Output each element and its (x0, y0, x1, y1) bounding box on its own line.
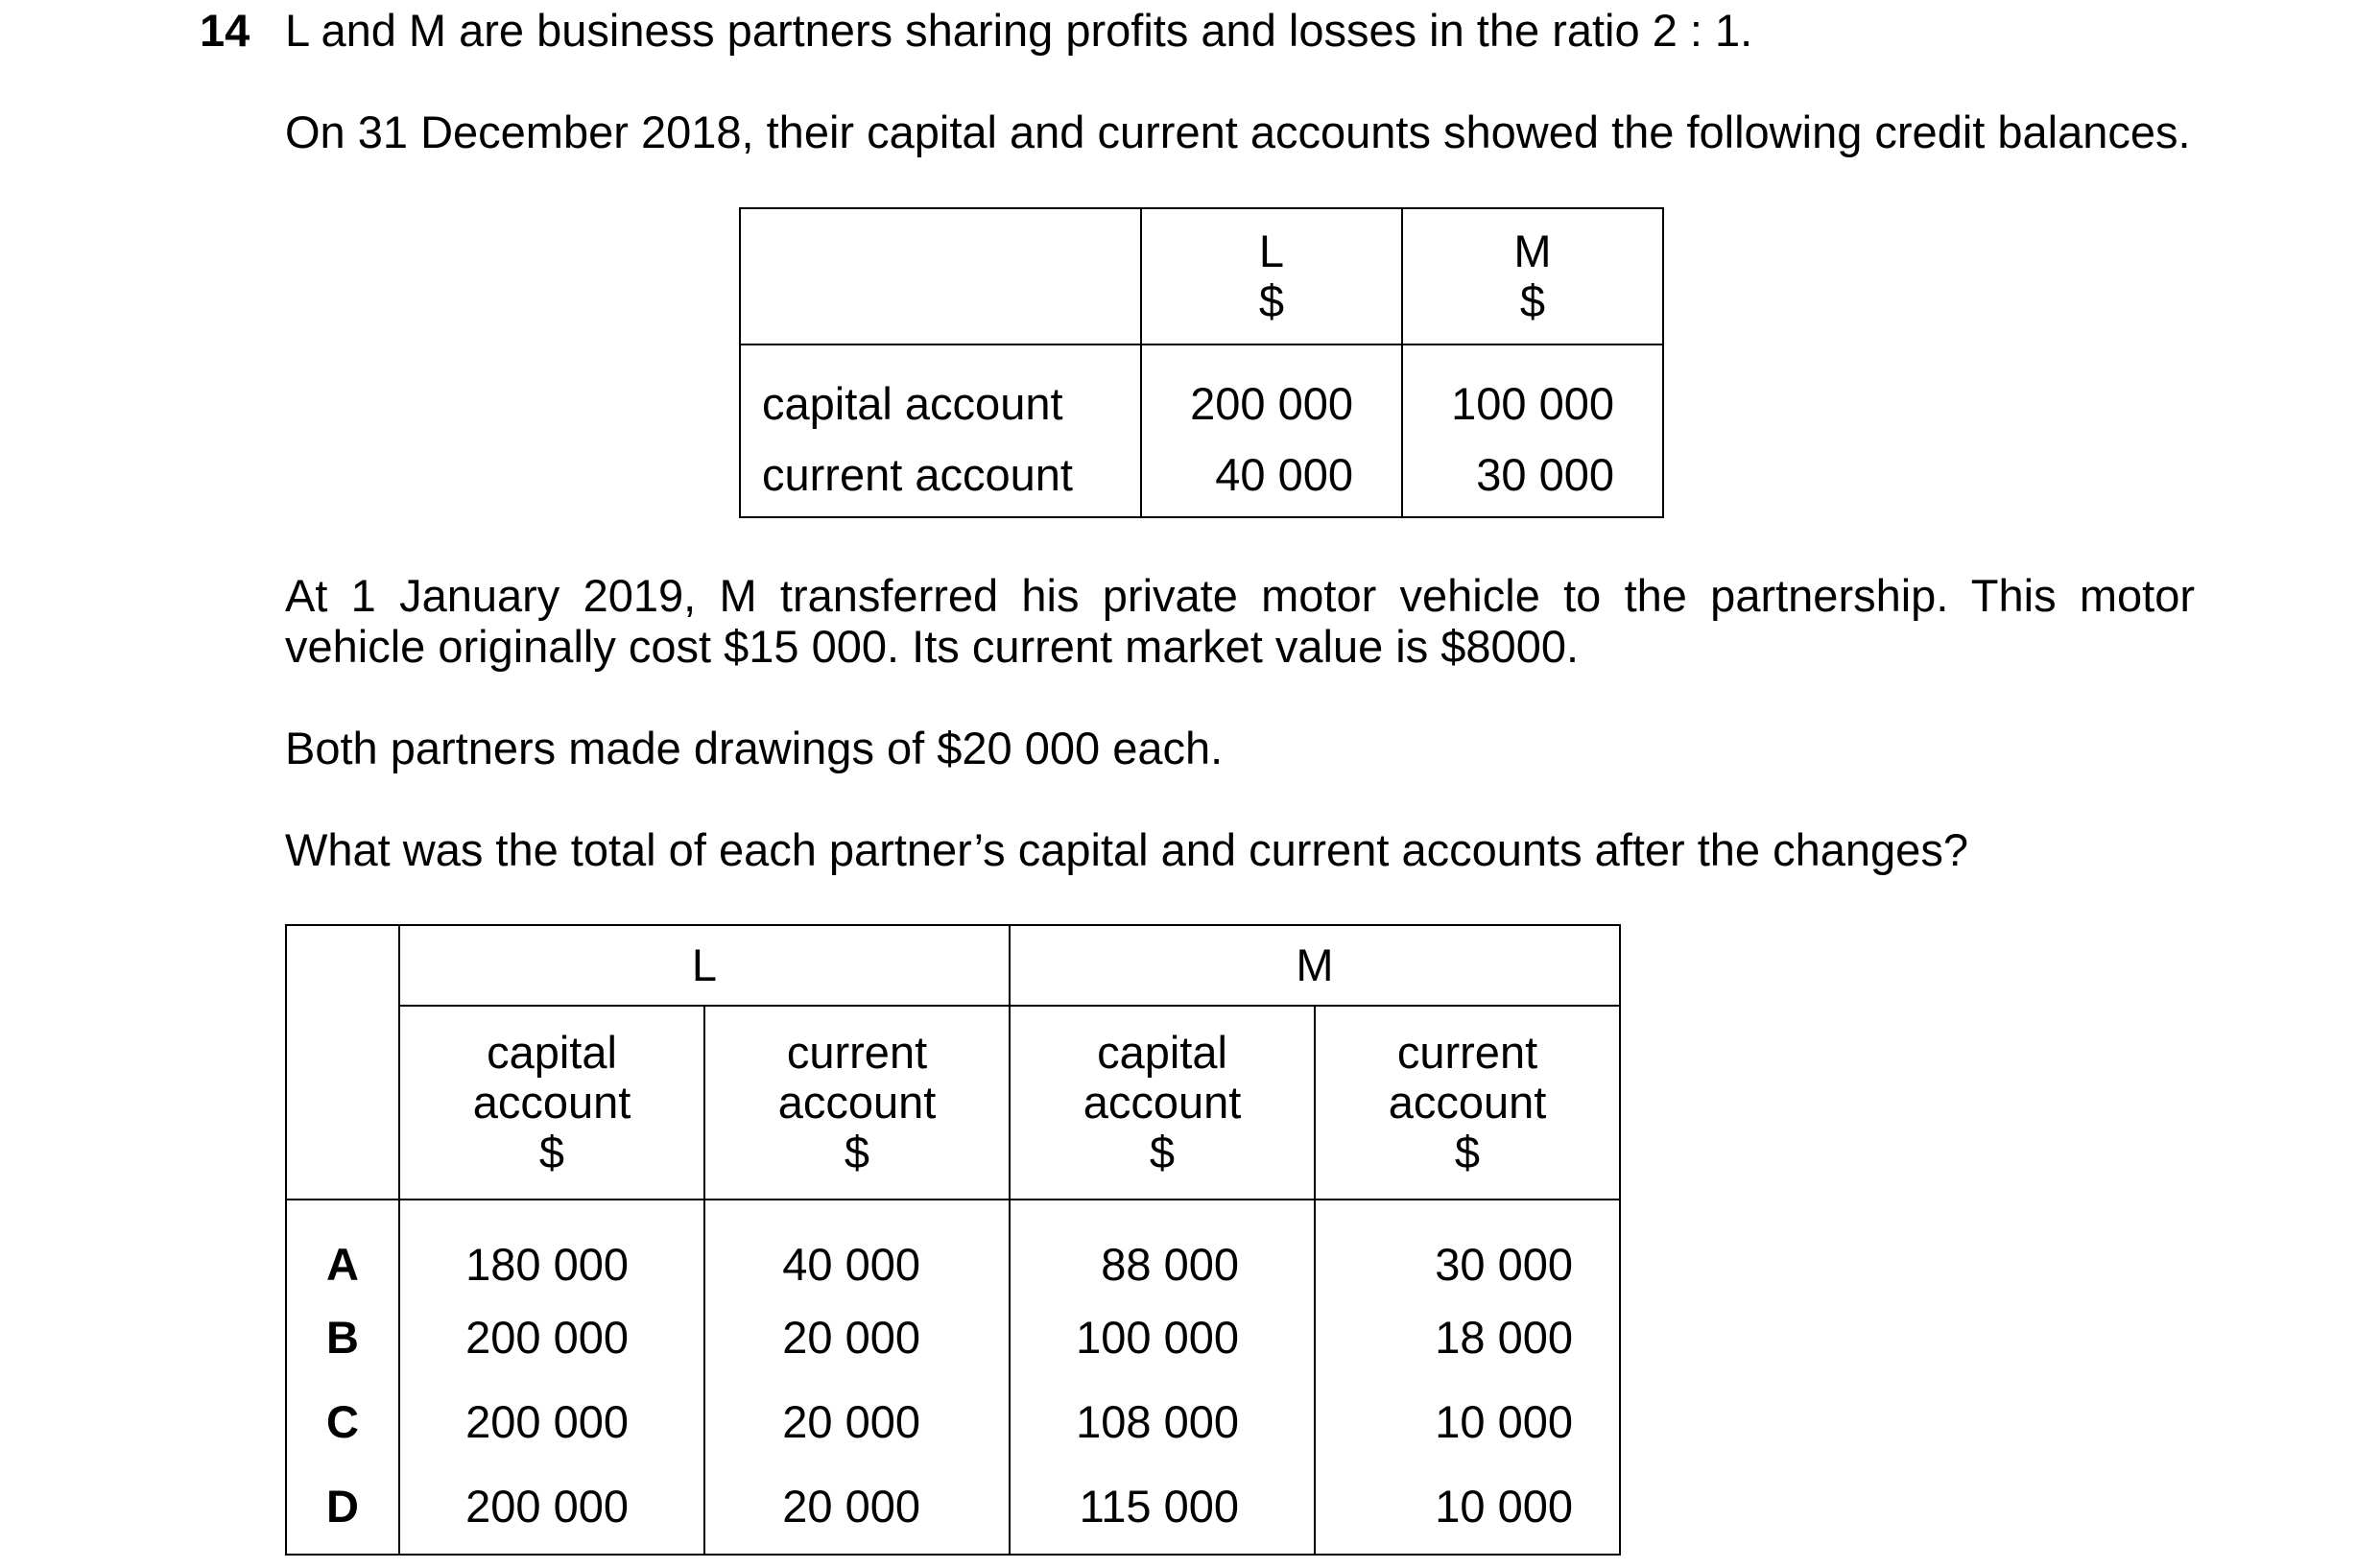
option-letter: D (286, 1464, 399, 1555)
option-letter: A (286, 1200, 399, 1295)
header-unit: $ (1454, 1127, 1481, 1177)
balances-header-l (1141, 208, 1402, 344)
options-header-blank (286, 925, 399, 1200)
balances-header-m (1402, 208, 1663, 344)
option-letter: C (286, 1380, 399, 1464)
option-value: 108 000 (1010, 1380, 1315, 1464)
transfer-paragraph: At 1 January 2019, M transferred his private motor vehicle to the partnership. This motor vehicle originally cost $15 000. Its current market value is $8000. (285, 570, 2195, 672)
balances-header-l-name: L (1258, 226, 1285, 276)
header-line: capital (1097, 1027, 1227, 1078)
option-row-b (286, 1295, 1620, 1380)
balances-table (739, 207, 1664, 518)
option-value: 180 000 (399, 1200, 704, 1295)
option-letter: B (286, 1295, 399, 1380)
balances-row-l-value: 40 000 (1141, 433, 1402, 517)
balances-header-m-unit: $ (1519, 275, 1546, 326)
option-value: 88 000 (1010, 1200, 1315, 1295)
option-value: 200 000 (399, 1464, 704, 1555)
header-line: current (786, 1027, 928, 1078)
balances-row (740, 433, 1663, 517)
header-line: account (1083, 1077, 1242, 1128)
question-intro: L and M are business partners sharing profits and losses in the ratio 2 : 1. (285, 5, 1753, 56)
balances-row (740, 344, 1663, 433)
option-value: 100 000 (1010, 1295, 1315, 1380)
option-value: 20 000 (704, 1464, 1010, 1555)
balances-header-l-unit: $ (1258, 275, 1285, 326)
header-line: capital (487, 1027, 617, 1078)
header-unit: $ (538, 1127, 565, 1177)
question-stem: What was the total of each partner’s capital and current accounts after the changes? (285, 824, 1968, 875)
option-row-c (286, 1380, 1620, 1464)
option-value: 10 000 (1315, 1380, 1620, 1464)
option-value: 200 000 (399, 1380, 704, 1464)
header-unit: $ (1149, 1127, 1176, 1177)
option-value: 18 000 (1315, 1295, 1620, 1380)
header-line: account (472, 1077, 631, 1128)
drawings-line: Both partners made drawings of $20 000 each. (285, 723, 1224, 773)
balances-row-label: capital account (740, 344, 1141, 433)
question-number: 14 (200, 5, 250, 56)
header-line: current (1396, 1027, 1538, 1078)
header-unit: $ (844, 1127, 870, 1177)
balances-row-m-value: 100 000 (1402, 344, 1663, 433)
option-value: 40 000 (704, 1200, 1010, 1295)
option-value: 200 000 (399, 1295, 704, 1380)
balances-header-blank (740, 208, 1141, 344)
options-table (285, 924, 1621, 1556)
header-line: account (777, 1077, 937, 1128)
header-line: account (1388, 1077, 1547, 1128)
balances-header-m-name: M (1513, 226, 1552, 276)
option-value: 20 000 (704, 1295, 1010, 1380)
balances-intro: On 31 December 2018, their capital and current accounts showed the following credit balances. (285, 107, 2191, 157)
options-header-l-capital (399, 1006, 704, 1200)
options-header-l-current (704, 1006, 1010, 1200)
options-group-m: M (1010, 925, 1620, 1006)
option-value: 10 000 (1315, 1464, 1620, 1555)
balances-row-l-value: 200 000 (1141, 344, 1402, 433)
balances-row-label: current account (740, 433, 1141, 517)
option-value: 20 000 (704, 1380, 1010, 1464)
option-value: 30 000 (1315, 1200, 1620, 1295)
option-value: 115 000 (1010, 1464, 1315, 1555)
balances-row-m-value: 30 000 (1402, 433, 1663, 517)
options-header-m-capital (1010, 1006, 1315, 1200)
option-row-a (286, 1200, 1620, 1295)
options-group-l: L (399, 925, 1010, 1006)
option-row-d (286, 1464, 1620, 1555)
options-header-m-current (1315, 1006, 1620, 1200)
